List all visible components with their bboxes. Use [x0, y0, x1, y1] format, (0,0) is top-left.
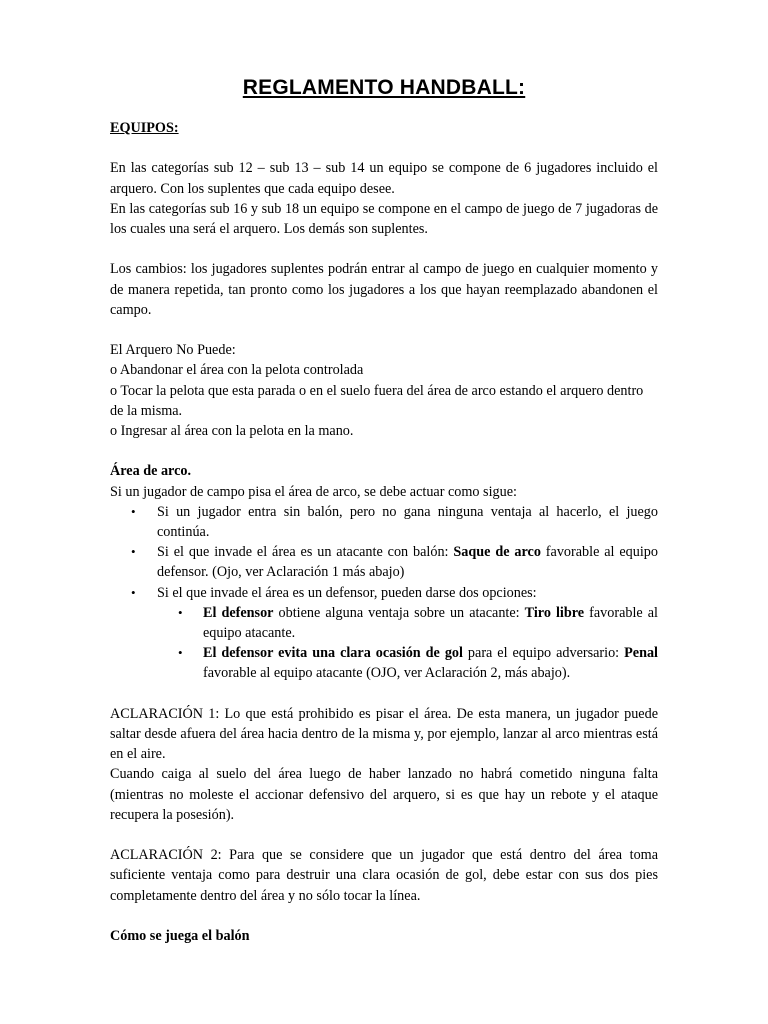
- list-item: • El defensor obtiene alguna ventaja sobre un atacante: Tiro libre favorable al equipo atacante.: [110, 603, 658, 643]
- area-sub-bullet-list: [110, 603, 658, 684]
- section-heading-juego: Cómo se juega el balón: [110, 928, 250, 945]
- section-heading-area: Área de arco.: [110, 463, 192, 480]
- area-bullet-list: [110, 502, 658, 603]
- document-title: REGLAMENTO HANDBALL:: [242, 76, 526, 99]
- paragraph-cambios: Los cambios: los jugadores suplentes podrán entrar al campo de juego en cualquier momento y de manera repetida, tan pronto como los jugadores a los que hayan reemplazado abandonen el campo.: [110, 261, 658, 318]
- paragraph-aclaracion-1b: Cuando caiga al suelo del área luego de haber lanzado no habrá cometido ninguna falta (mientras no moleste el accionar defensivo del arquero, si es que hay un rebote y el ataque recupera la posesión).: [110, 766, 658, 823]
- list-item: • Si el que invade el área es un atacante con balón: Saque de arco favorable al equipo defensor. (Ojo, ver Aclaración 1 más abajo): [110, 542, 658, 582]
- list-item: • Si el que invade el área es un defensor, pueden darse dos opciones:: [110, 583, 658, 603]
- document-body: [110, 118, 658, 946]
- paragraph-aclaracion-1: ACLARACIÓN 1: Lo que está prohibido es pisar el área. De esta manera, un jugador puede saltar desde afuera del área hacia dentro de la misma y, por ejemplo, lanzar al arco mientras está en el aire.: [110, 705, 658, 763]
- list-item: • Si un jugador entra sin balón, pero no gana ninguna ventaja al hacerlo, el juego continúa.: [110, 502, 658, 542]
- paragraph-equipos-2: En las categorías sub 16 y sub 18 un equipo se compone en el campo de juego de 7 jugadoras de los cuales una será el arquero. Los demás son suplentes.: [110, 200, 658, 237]
- arquero-item: o Abandonar el área con la pelota controlada: [110, 362, 364, 379]
- arquero-item: o Ingresar al área con la pelota en la mano.: [110, 423, 354, 439]
- paragraph-area-intro: Si un jugador de campo pisa el área de arco, se debe actuar como sigue:: [110, 483, 517, 500]
- section-heading-equipos: EQUIPOS:: [110, 120, 179, 136]
- list-item: • El defensor evita una clara ocasión de gol para el equipo adversario: Penal favorable al equipo atacante (OJO, ver Aclaración 2, más abajo).: [110, 643, 658, 683]
- section-heading-arquero: El Arquero No Puede:: [110, 342, 236, 359]
- paragraph-aclaracion-2: ACLARACIÓN 2: Para que se considere que un jugador que está dentro del área toma suficiente ventaja como para destruir una clara ocasión de gol, debe estar con sus dos pies completamente dentro del área y no sólo tocar la línea.: [110, 847, 658, 904]
- paragraph-equipos-1: En las categorías sub 12 – sub 13 – sub 14 un equipo se compone de 6 jugadores incluido el arquero. Con los suplentes que cada equipo desee.: [110, 160, 658, 197]
- arquero-item: o Tocar la pelota que esta parada o en el suelo fuera del área de arco estando el arquero dentro de la misma.: [110, 382, 644, 419]
